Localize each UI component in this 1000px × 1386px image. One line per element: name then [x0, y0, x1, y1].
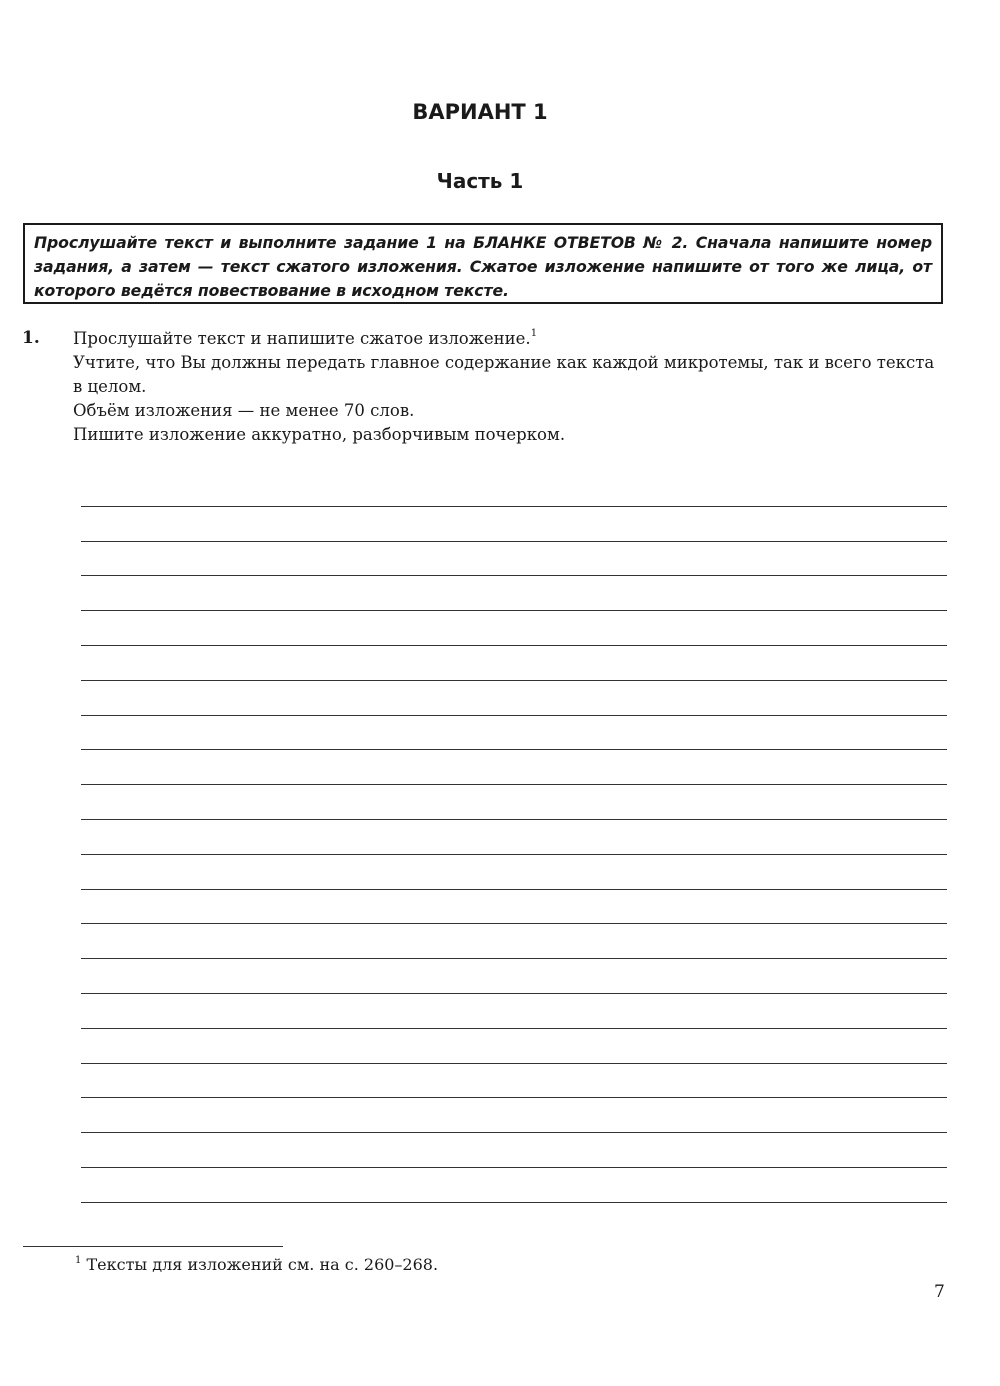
task-line-4: Пишите изложение аккуратно, разборчивым почерком. [73, 425, 566, 444]
footnote-marker: 1 [75, 1255, 82, 1266]
answer-line[interactable] [81, 611, 947, 646]
answer-line[interactable] [81, 1098, 947, 1133]
answer-line[interactable] [81, 924, 947, 959]
instruction-box [23, 223, 943, 304]
footnote [75, 1255, 438, 1274]
answer-lines [81, 472, 947, 1203]
answer-line[interactable] [81, 1029, 947, 1064]
answer-line[interactable] [81, 681, 947, 716]
variant-title: ВАРИАНТ 1 [412, 100, 548, 124]
answer-line[interactable] [81, 750, 947, 785]
answer-line[interactable] [81, 472, 947, 507]
answer-line[interactable] [81, 890, 947, 925]
answer-line[interactable] [81, 576, 947, 611]
task-line-3: Объём изложения — не менее 70 слов. [73, 401, 415, 420]
task-number: 1. [22, 328, 40, 348]
answer-line[interactable] [81, 785, 947, 820]
task-text [73, 327, 948, 447]
answer-line[interactable] [81, 1133, 947, 1168]
page-number: 7 [934, 1282, 945, 1302]
footnote-text: Тексты для изложений см. на с. 260–268. [86, 1255, 439, 1274]
answer-line[interactable] [81, 959, 947, 994]
instruction-text: Прослушайте текст и выполните задание 1 на БЛАНКЕ ОТВЕТОВ № 2. Сначала напишите номер задания, а затем — текст сжатого изложения. Сжатое изложение напишите от того же лица, от которого ведётся повествование в исходном тексте. [34, 233, 932, 300]
answer-line[interactable] [81, 542, 947, 577]
footnote-ref: 1 [530, 328, 538, 339]
answer-line[interactable] [81, 507, 947, 542]
answer-line[interactable] [81, 716, 947, 751]
answer-line[interactable] [81, 855, 947, 890]
task-line-1: Прослушайте текст и напишите сжатое изложение.$^1$ [73, 328, 538, 348]
answer-line[interactable] [81, 1168, 947, 1203]
part-title: Часть 1 [436, 169, 524, 193]
footnote-divider [23, 1246, 283, 1247]
answer-line[interactable] [81, 994, 947, 1029]
answer-line[interactable] [81, 646, 947, 681]
answer-line[interactable] [81, 820, 947, 855]
task-line-2: Учтите, что Вы должны передать главное содержание как каждой микротемы, так и всего текста в целом. [73, 353, 935, 396]
answer-line[interactable] [81, 1064, 947, 1099]
